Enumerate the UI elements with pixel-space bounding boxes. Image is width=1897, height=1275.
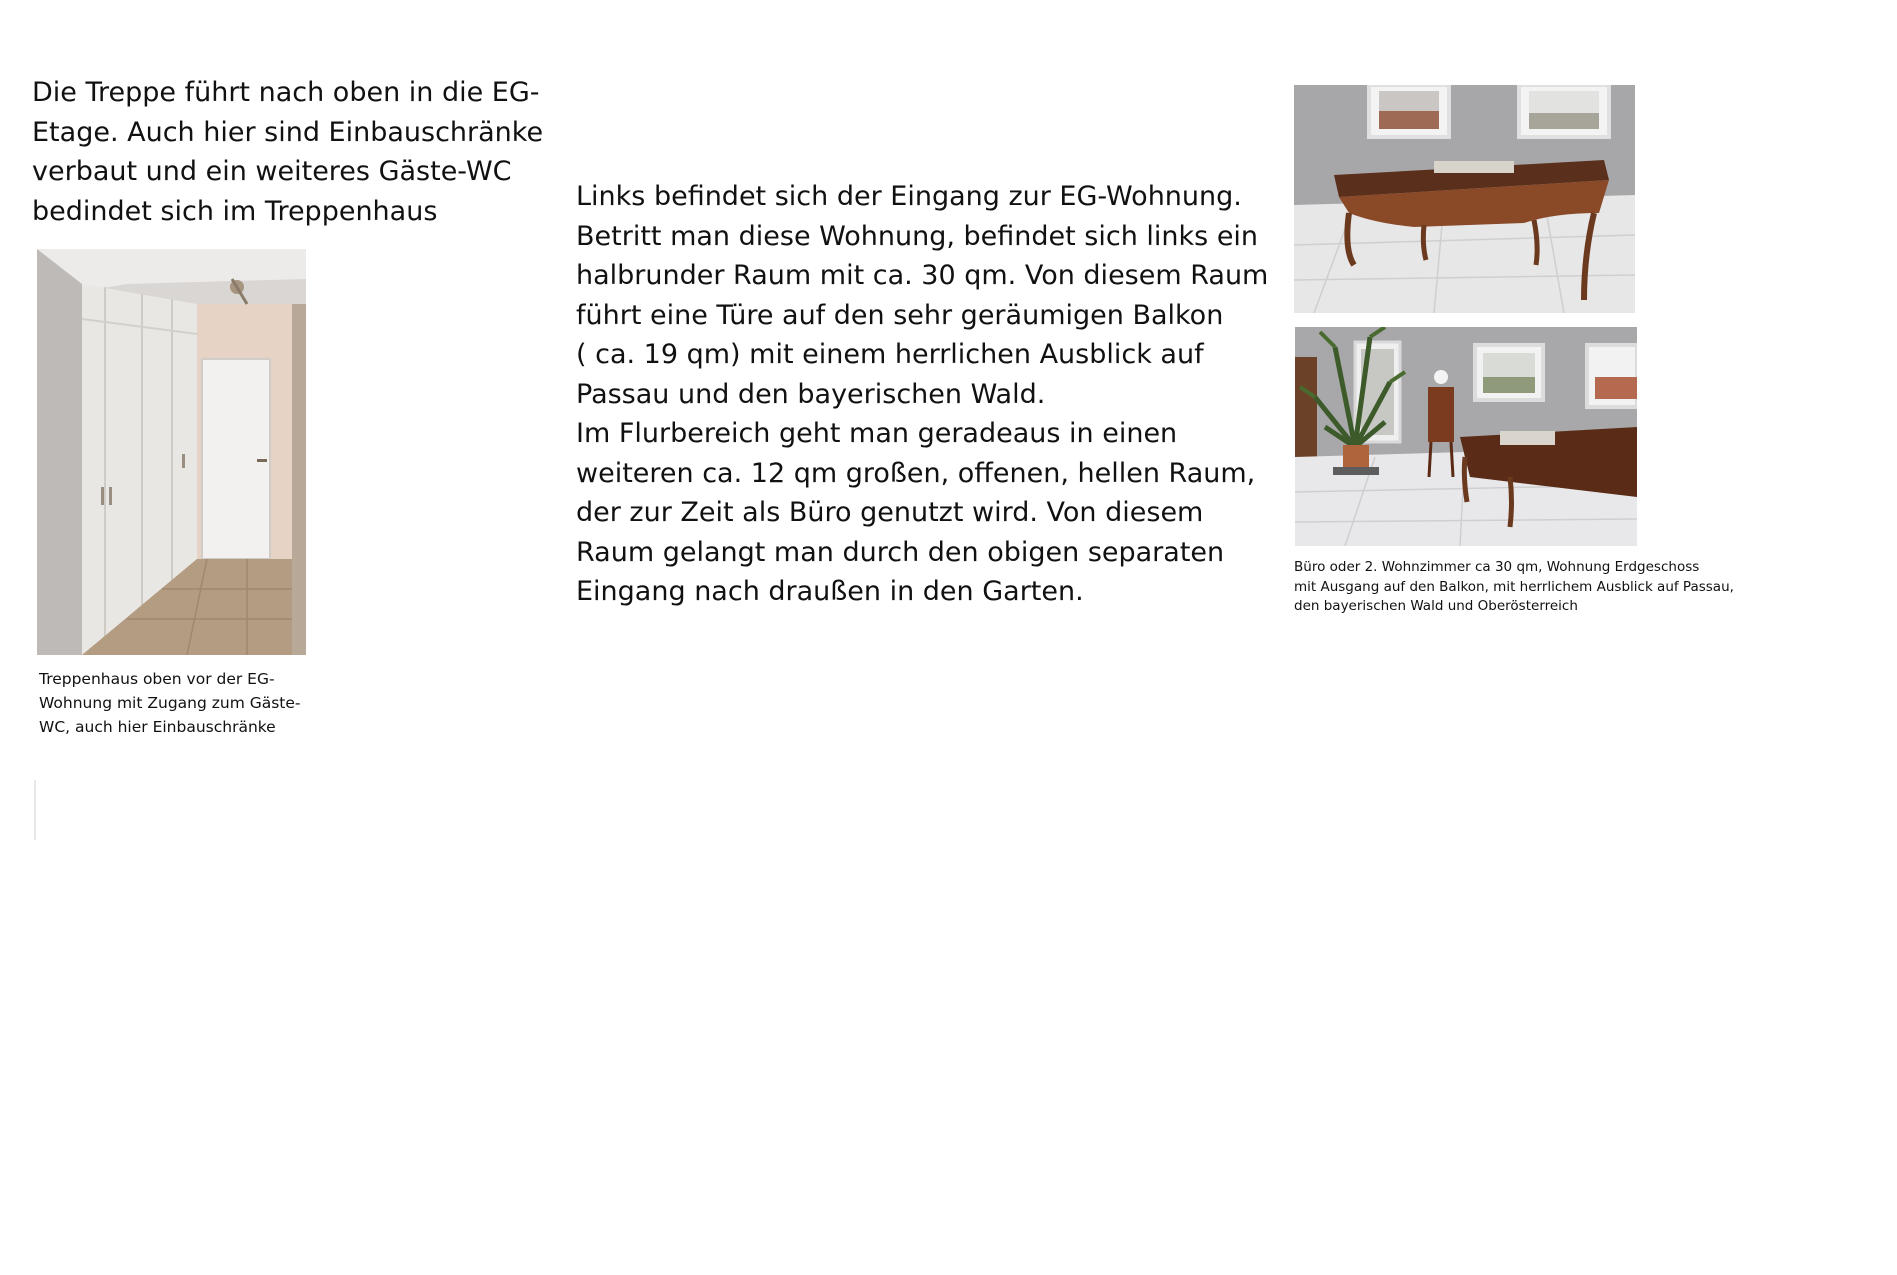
office-desk-photo	[1294, 85, 1635, 313]
body-line: Links befindet sich der Eingang zur EG-Wohnung.	[576, 181, 1242, 212]
body-line: ( ca. 19 qm) mit einem herrlichen Ausblick auf	[576, 339, 1204, 370]
caption-line: Treppenhaus oben vor der EG-	[39, 670, 275, 688]
intro-paragraph	[32, 73, 543, 231]
body-line: der zur Zeit als Büro genutzt wird. Von diesem	[576, 497, 1204, 528]
body-line: halbrunder Raum mit ca. 30 qm. Von diesem Raum	[576, 260, 1269, 291]
body-line: führt eine Türe auf den sehr geräumigen Balkon	[576, 299, 1224, 331]
intro-line: bedindet sich im Treppenhaus	[32, 195, 438, 227]
main-paragraph	[576, 177, 1268, 612]
body-line: Passau und den bayerischen Wald.	[576, 378, 1046, 410]
office-room-photo	[1295, 327, 1637, 546]
caption-line: mit Ausgang auf den Balkon, mit herrlichem Ausblick auf Passau,	[1294, 578, 1734, 595]
intro-line: verbaut und ein weiteres Gäste-WC	[32, 156, 512, 187]
body-line: Raum gelangt man durch den obigen separaten	[576, 536, 1225, 568]
stairwell-caption	[39, 667, 301, 739]
intro-line: Etage. Auch hier sind Einbauschränke	[32, 116, 544, 148]
caption-line: den bayerischen Wald und Oberösterreich	[1294, 598, 1578, 614]
body-line: Eingang nach draußen in den Garten.	[576, 576, 1084, 607]
caption-line: WC, auch hier Einbauschränke	[39, 718, 276, 736]
body-line: Im Flurbereich geht man geradeaus in einen	[576, 418, 1178, 449]
caption-line: Wohnung mit Zugang zum Gäste-	[39, 694, 301, 712]
intro-line: Die Treppe führt nach oben in die EG-	[32, 77, 540, 108]
caption-line: Büro oder 2. Wohnzimmer ca 30 qm, Wohnung Erdgeschoss	[1294, 559, 1700, 575]
body-line: weiteren ca. 12 qm großen, offenen, hellen Raum,	[576, 457, 1256, 489]
divider	[34, 780, 36, 840]
office-caption	[1294, 558, 1734, 617]
body-line: Betritt man diese Wohnung, befindet sich links ein	[576, 220, 1259, 252]
stairwell-photo	[37, 249, 306, 655]
